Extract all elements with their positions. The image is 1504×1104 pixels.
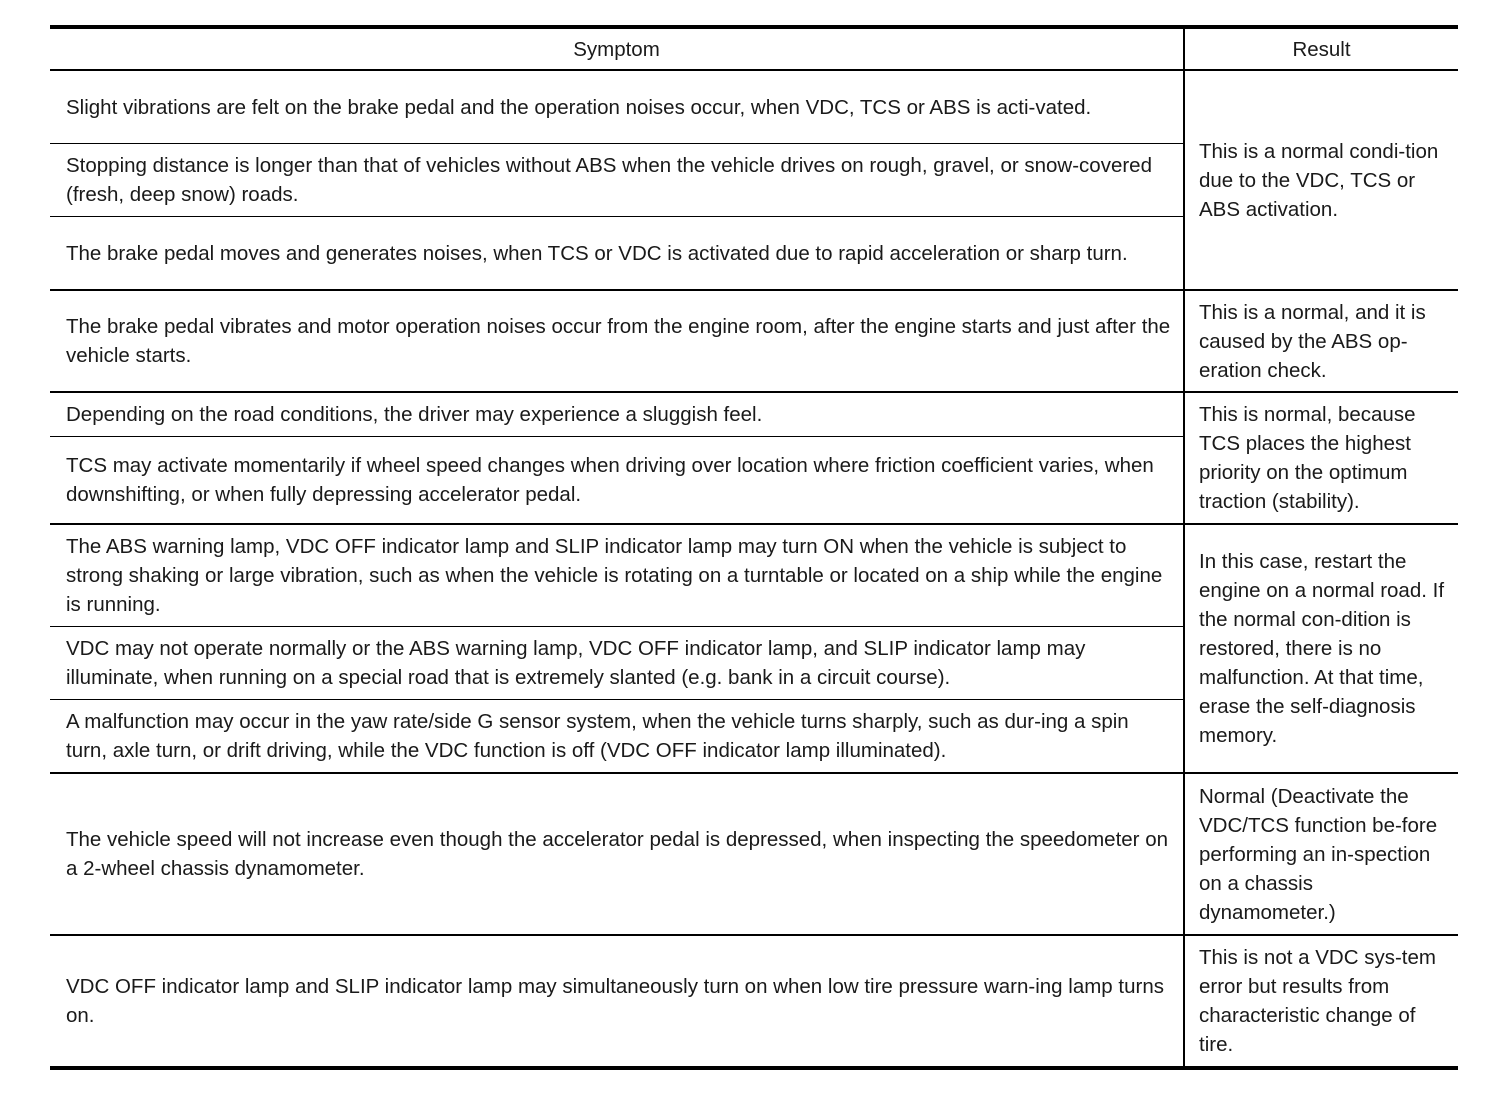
- result-column-header: Result: [1184, 27, 1458, 70]
- table-row: [50, 70, 1458, 144]
- table-row: [50, 524, 1458, 627]
- symptom-column-header: Symptom: [50, 27, 1184, 70]
- result-cell: This is a normal condi-tion due to the VDC, TCS or ABS activation.: [1184, 70, 1458, 290]
- table-header-row: [50, 27, 1458, 70]
- symptom-cell: Depending on the road conditions, the driver may experience a sluggish feel.: [50, 392, 1184, 437]
- symptom-cell: The ABS warning lamp, VDC OFF indicator lamp and SLIP indicator lamp may turn ON when the vehicle is subject to strong shaking or large vibration, such as when the vehicle is rotating on a turntable or located on a ship while the engine is running.: [50, 524, 1184, 627]
- table-row: [50, 290, 1458, 392]
- table-row: [50, 935, 1458, 1068]
- symptom-cell: The brake pedal moves and generates noises, when TCS or VDC is activated due to rapid acceleration or sharp turn.: [50, 217, 1184, 291]
- result-cell: Normal (Deactivate the VDC/TCS function be-fore performing an in-spection on a chassis dynamometer.): [1184, 773, 1458, 935]
- symptom-cell: VDC may not operate normally or the ABS warning lamp, VDC OFF indicator lamp, and SLIP indicator lamp may illuminate, when running on a special road that is extremely slanted (e.g. bank in a circuit course).: [50, 627, 1184, 700]
- table-row: [50, 773, 1458, 935]
- symptom-cell: The brake pedal vibrates and motor operation noises occur from the engine room, after the engine starts and just after the vehicle starts.: [50, 290, 1184, 392]
- symptom-cell: The vehicle speed will not increase even though the accelerator pedal is depressed, when inspecting the speedometer on a 2-wheel chassis dynamometer.: [50, 773, 1184, 935]
- result-cell: This is normal, because TCS places the highest priority on the optimum traction (stability).: [1184, 392, 1458, 524]
- symptom-cell: Stopping distance is longer than that of vehicles without ABS when the vehicle drives on rough, gravel, or snow-covered (fresh, deep snow) roads.: [50, 144, 1184, 217]
- symptom-cell: A malfunction may occur in the yaw rate/side G sensor system, when the vehicle turns sharply, such as dur-ing a spin turn, axle turn, or drift driving, while the VDC function is off (VDC OFF indicator lamp illuminated).: [50, 700, 1184, 774]
- symptom-cell: VDC OFF indicator lamp and SLIP indicator lamp may simultaneously turn on when low tire pressure warn-ing lamp turns on.: [66, 975, 1164, 1027]
- result-cell: This is not a VDC sys-tem error but results from characteristic change of tire.: [1184, 935, 1458, 1068]
- symptom-result-table-container: [50, 25, 1458, 1070]
- symptom-cell: TCS may activate momentarily if wheel speed changes when driving over location where friction coefficient varies, when downshifting, or when fully depressing accelerator pedal.: [50, 437, 1184, 525]
- result-cell: In this case, restart the engine on a normal road. If the normal con-dition is restored, there is no malfunction. At that time, erase the self-diagnosis memory.: [1184, 524, 1458, 773]
- table-row: [50, 392, 1458, 437]
- result-cell: This is a normal, and it is caused by the ABS op-eration check.: [1184, 290, 1458, 392]
- symptom-cell: Slight vibrations are felt on the brake pedal and the operation noises occur, when VDC, TCS or ABS is acti-vated.: [50, 70, 1184, 144]
- symptom-result-table: [50, 25, 1458, 1070]
